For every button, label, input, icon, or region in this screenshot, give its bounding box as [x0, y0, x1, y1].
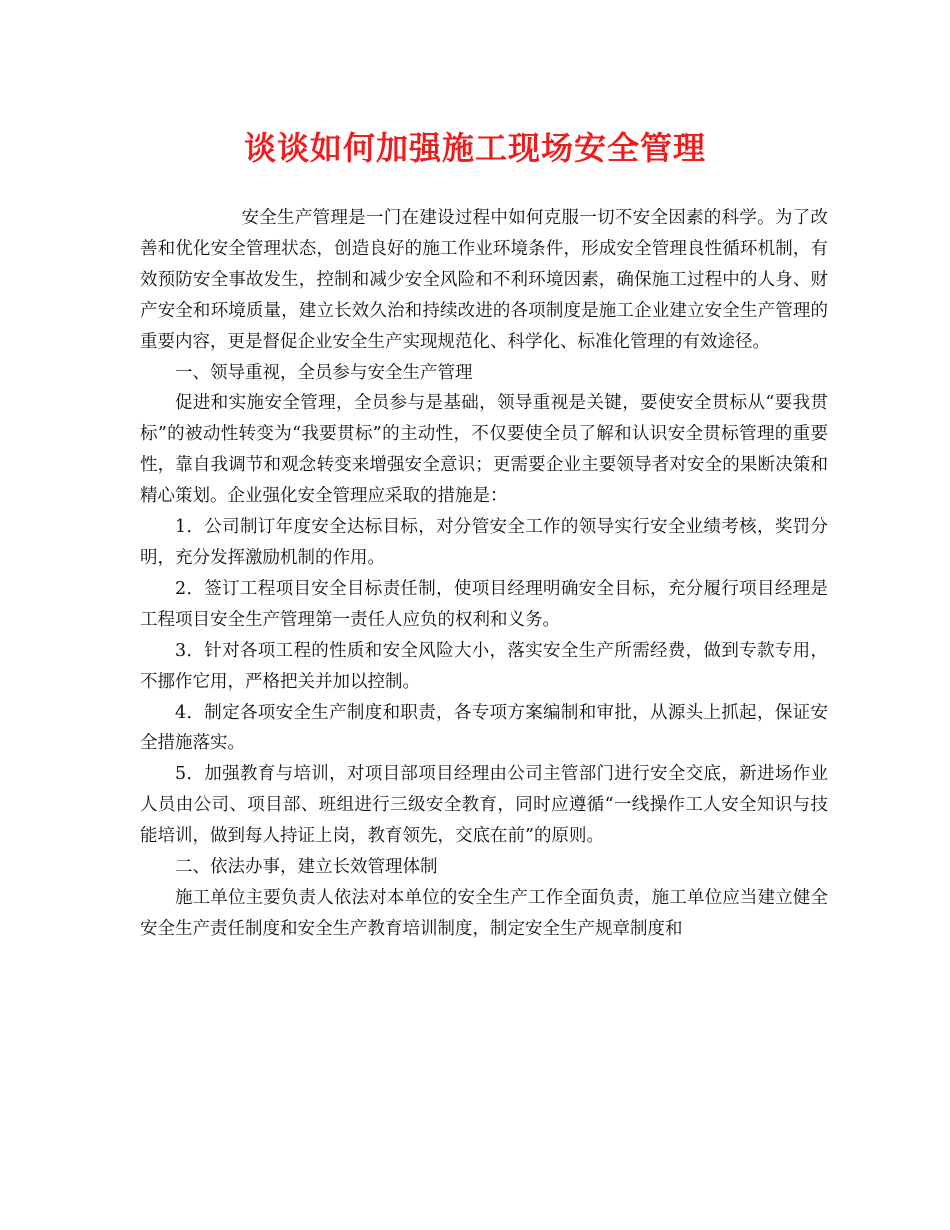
section-heading-1: 一、领导重视，全员参与安全生产管理: [175, 362, 473, 383]
section-heading-2: 二、依法办事，建立长效管理体制: [175, 857, 438, 878]
measure-item-2: 2．签订工程项目安全目标责任制，使项目经理明确安全目标，充分履行项目经理是工程项目安全生产管理第一责任人应负的权利和义务。: [140, 578, 828, 630]
document-body: [140, 203, 828, 945]
measure-item-1: 1．公司制订年度安全达标目标，对分管安全工作的领导实行安全业绩考核，奖罚分明，充分发挥激励机制的作用。: [140, 517, 828, 568]
section-2-paragraph: 施工单位主要负责人依法对本单位的安全生产工作全面负责，施工单位应当建立健全安全生产责任制度和安全生产教育培训制度，制定安全生产规章制度和: [140, 887, 828, 939]
measure-item-4: 4．制定各项安全生产制度和职责，各专项方案编制和审批，从源头上抓起，保证安全措施落实。: [140, 702, 828, 754]
section-1-paragraph: 促进和实施安全管理，全员参与是基础，领导重视是关键，要使安全贯标从“要我贯标”的被动性转变为“我要贯标”的主动性，不仅要使全员了解和认识安全贯标管理的重要性，靠自我调节和观念转变来增强安全意识；更需要企业主要领导者对安全的果断决策和精心策划。企业强化安全管理应采取的措施是：: [140, 393, 828, 507]
intro-paragraph: 安全生产管理是一门在建设过程中如何克服一切不安全因素的科学。为了改善和优化安全管理状态，创造良好的施工作业环境条件，形成安全管理良性循环机制，有效预防安全事故发生，控制和减少安全风险和不利环境因素，确保施工过程中的人身、财产安全和环境质量，建立长效久治和持续改进的各项制度是施工企业建立安全生产管理的重要内容，更是督促企业安全生产实现规范化、科学化、标准化管理的有效途径。: [140, 208, 828, 352]
document-title: 谈谈如何加强施工现场安全管理: [243, 129, 706, 167]
measure-item-5: 5．加强教育与培训，对项目部项目经理由公司主管部门进行安全交底，新进场作业人员由公司、项目部、班组进行三级安全教育，同时应遵循“一线操作工人安全知识与技能培训，做到每人持证上岗，教育领先，交底在前”的原则。: [140, 764, 828, 847]
measure-item-3: 3．针对各项工程的性质和安全风险大小，落实安全生产所需经费，做到专款专用，不挪作它用，严格把关并加以控制。: [140, 640, 828, 692]
